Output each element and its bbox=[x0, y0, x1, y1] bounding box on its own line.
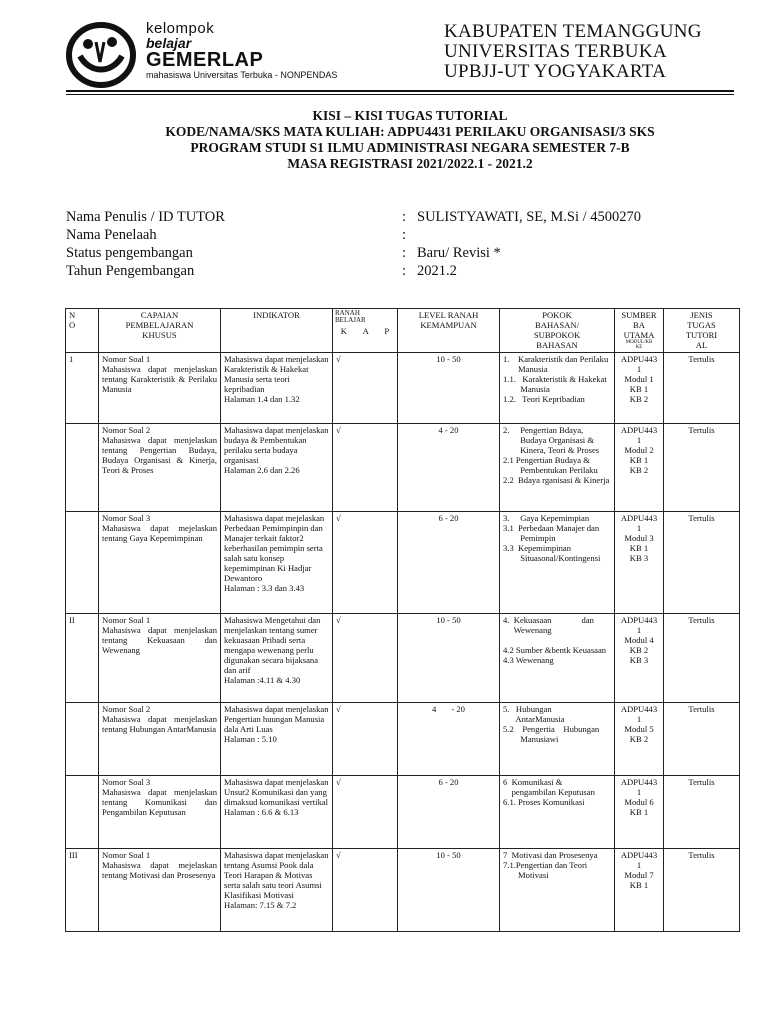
row-sumber: ADPU443 1 Modul 4 KB 2 KB 3 bbox=[615, 614, 664, 703]
row-sumber: ADPU443 1 Modul 5 KB 2 bbox=[615, 703, 664, 776]
ranah-k-check: √ bbox=[336, 615, 341, 625]
row-level: 4 - 20 bbox=[398, 703, 500, 776]
capaian-text: Mahasiswa dapat menjelaskan tentang Karakteristik & Perilaku Manusia bbox=[102, 364, 217, 394]
row-pokok: 6 Komunikasi & pengambilan Keputusan 6.1. Proses Komunikasi bbox=[500, 776, 615, 849]
row-sumber: ADPU443 1 Modul 3 KB 1 KB 3 bbox=[615, 512, 664, 614]
row-ranah bbox=[333, 614, 398, 703]
row-jenis: Tertulis bbox=[664, 614, 740, 703]
meta-row bbox=[66, 244, 641, 262]
row-jenis: Tertulis bbox=[664, 703, 740, 776]
title-line: PROGRAM STUDI S1 ILMU ADMINISTRASI NEGARA SEMESTER 7-B bbox=[190, 140, 630, 155]
row-no bbox=[66, 424, 99, 512]
row-level: 10 - 50 bbox=[398, 849, 500, 932]
header-ranah bbox=[333, 309, 398, 353]
row-jenis: Tertulis bbox=[664, 424, 740, 512]
meta-row bbox=[66, 208, 641, 226]
row-ranah bbox=[333, 776, 398, 849]
meta-row bbox=[66, 262, 641, 280]
row-no: II bbox=[66, 614, 99, 703]
header-sumber-small: MODUL/KB KE bbox=[625, 340, 653, 350]
row-indikator: Mahasiswa dapat menjelaskan Unsur2 Komunikasi dan yang dimaksud komunikasi vertikal Halaman : 6.6 & 6.13 bbox=[221, 776, 333, 849]
gemerlap-logo-icon bbox=[66, 22, 136, 88]
header-jenis: JENIS TUGAS TUTORI AL bbox=[664, 309, 740, 353]
row-indikator: Mahasiswa dapat mejelaskan Perbedaan Pemimpinpin dan Manajer terkait faktor2 keberhasilan pemimpin serta salah satu konsep kepemimpinan Ki Hadjar Dewantoro Halaman : 3.3 dan 3.43 bbox=[221, 512, 333, 614]
meta-block bbox=[66, 208, 641, 280]
title-line: KODE/NAMA/SKS MATA KULIAH: ADPU4431 PERILAKU ORGANISASI/3 SKS bbox=[165, 124, 655, 139]
capaian-text: Mahasiswa dapat menjelaskan tentang Pengertian Budaya, Budaya Organisasi & Kinerja, Teori & Proses bbox=[102, 435, 217, 475]
header-indikator: INDIKATOR bbox=[221, 309, 333, 353]
logo-text bbox=[146, 22, 346, 80]
row-sumber: ADPU443 1 Modul 1 KB 1 KB 2 bbox=[615, 353, 664, 424]
row-no bbox=[66, 512, 99, 614]
header-divider bbox=[66, 94, 734, 95]
row-pokok: 7 Motivasi dan Prosesenya 7.1.Pengertian dan Teori Motivasi bbox=[500, 849, 615, 932]
ranah-k-check: √ bbox=[336, 777, 341, 787]
header-a: A bbox=[362, 326, 369, 336]
capaian-title: Nomor Soal 1 bbox=[102, 850, 151, 860]
row-no: III bbox=[66, 849, 99, 932]
meta-colon: : bbox=[402, 227, 407, 243]
header-p: P bbox=[384, 326, 390, 336]
row-sumber: ADPU443 1 Modul 2 KB 1 KB 2 bbox=[615, 424, 664, 512]
row-jenis: Tertulis bbox=[664, 849, 740, 932]
capaian-text: Mahasiswa dapat menjelaskan tentang Komunikasi dan Pengambilan Keputusan bbox=[102, 787, 217, 817]
capaian-title: Nomor Soal 1 bbox=[102, 615, 151, 625]
header-no: N O bbox=[66, 309, 99, 353]
header-level: LEVEL RANAH KEMAMPUAN bbox=[398, 309, 500, 353]
header-sumber bbox=[615, 309, 664, 353]
ranah-k-check: √ bbox=[336, 513, 341, 523]
capaian-title: Nomor Soal 2 bbox=[102, 704, 151, 714]
meta-colon: : bbox=[402, 209, 407, 225]
row-level: 10 - 50 bbox=[398, 614, 500, 703]
capaian-text: Mahasiswa dapat mejelaskan tentang Motivasi dan Prosesenya bbox=[102, 860, 217, 880]
meta-label: Nama Penelaah bbox=[66, 227, 157, 243]
title-line: MASA REGISTRASI 2021/2022.1 - 2021.2 bbox=[287, 156, 533, 171]
row-indikator: Mahasiswa Mengetahui dan menjelaskan tentang sumer kekuasaan Pribadi serta mengapa wewenang perlu digunakan secara bijaksana dan arif Halaman :4.11 & 4.30 bbox=[221, 614, 333, 703]
meta-label: Nama Penulis / ID TUTOR bbox=[66, 209, 225, 225]
row-jenis: Tertulis bbox=[664, 353, 740, 424]
table-row bbox=[66, 512, 740, 614]
row-pokok: 3. Gaya Kepemimpian 3.1 Perbedaan Manajer dan Pemimpin 3.3 Kepemimpinan Situasonal/Kontingensi bbox=[500, 512, 615, 614]
table-row bbox=[66, 703, 740, 776]
meta-label: Tahun Pengembangan bbox=[66, 263, 195, 279]
row-capaian bbox=[99, 512, 221, 614]
meta-colon: : bbox=[402, 245, 407, 261]
row-capaian bbox=[99, 424, 221, 512]
row-indikator: Mahasiswa dapat menjelaskan budaya & Pembentukan perilaku serta budaya organisasi Halaman 2.6 dan 2.26 bbox=[221, 424, 333, 512]
institution-line: KABUPATEN TEMANGGUNG bbox=[444, 21, 702, 42]
header-k: K bbox=[340, 326, 348, 336]
ranah-k-check: √ bbox=[336, 354, 341, 364]
meta-row bbox=[66, 226, 641, 244]
meta-colon: : bbox=[402, 263, 407, 279]
document-titles bbox=[60, 108, 760, 172]
row-ranah bbox=[333, 512, 398, 614]
logo-line-1: kelompok bbox=[146, 20, 215, 37]
header-divider bbox=[66, 90, 734, 92]
capaian-text: Mahasiswa dapat menjelaskan tentang Hubungan AntarManusia bbox=[102, 714, 217, 734]
row-jenis: Tertulis bbox=[664, 776, 740, 849]
row-pokok: 5. Hubungan AntarManusia 5.2 Pengertia Hubungan Manusiawi bbox=[500, 703, 615, 776]
title-line: KISI – KISI TUGAS TUTORIAL bbox=[312, 108, 508, 123]
capaian-title: Nomor Soal 3 bbox=[102, 513, 151, 523]
row-ranah bbox=[333, 353, 398, 424]
header-capaian: CAPAIAN PEMBELAJARAN KHUSUS bbox=[99, 309, 221, 353]
meta-value: SULISTYAWATI, SE, M.Si / 4500270 bbox=[417, 209, 642, 225]
meta-label: Status pengembangan bbox=[66, 245, 193, 261]
header-ranah-label: RANAH BELAJAR bbox=[335, 309, 366, 324]
row-capaian bbox=[99, 353, 221, 424]
row-capaian bbox=[99, 703, 221, 776]
row-capaian bbox=[99, 614, 221, 703]
row-sumber: ADPU443 1 Modul 7 KB 1 bbox=[615, 849, 664, 932]
kisi-table bbox=[65, 308, 740, 932]
header-kap bbox=[333, 325, 397, 336]
meta-value: Baru/ Revisi * bbox=[417, 245, 501, 261]
capaian-text: Mahasiswa dapat mejelaskan tentang Gaya Kepemimpinan bbox=[102, 523, 217, 543]
row-ranah bbox=[333, 424, 398, 512]
table-body bbox=[66, 353, 740, 932]
row-level: 4 - 20 bbox=[398, 424, 500, 512]
row-pokok: 1. Karakteristik dan Perilaku Manusia 1.1. Karakteristik & Hakekat Manusia 1.2. Teori Kepribadian bbox=[500, 353, 615, 424]
table-header-row bbox=[66, 309, 740, 353]
row-level: 6 - 20 bbox=[398, 776, 500, 849]
ranah-k-check: √ bbox=[336, 850, 341, 860]
row-indikator: Mahasiswa dapat menjelaskan tentang Asumsi Pook dala Teori Harapan & Motivas serta salah satu teori Asumsi Klasifikasi Motivasi Halaman: 7.15 & 7.2 bbox=[221, 849, 333, 932]
row-no bbox=[66, 703, 99, 776]
row-ranah bbox=[333, 703, 398, 776]
row-indikator: Mahasiswa dapat menjelaskan Karakteristik & Hakekat Manusia serta teori kepribadian Halaman 1.4 dan 1.32 bbox=[221, 353, 333, 424]
institution-line: UPBJJ-UT YOGYAKARTA bbox=[444, 61, 667, 82]
header-sumber-label: SUMBER BA UTAMA bbox=[621, 310, 657, 340]
table-row bbox=[66, 353, 740, 424]
row-level: 6 - 20 bbox=[398, 512, 500, 614]
table-row bbox=[66, 849, 740, 932]
logo-line-4: mahasiswa Universitas Terbuka - NONPENDAS bbox=[146, 70, 338, 80]
row-no bbox=[66, 776, 99, 849]
row-ranah bbox=[333, 849, 398, 932]
institution-block bbox=[444, 22, 702, 82]
row-indikator: Mahasiswa dapat menjelaskan Pengertian huungan Manusia dala Arti Luas Halaman : 5.10 bbox=[221, 703, 333, 776]
ranah-k-check: √ bbox=[336, 704, 341, 714]
ranah-k-check: √ bbox=[336, 425, 341, 435]
logo-line-2: belajar bbox=[146, 35, 192, 51]
row-pokok: 4. Kekuasaan dan Wewenang 4.2 Sumber &bentk Keuasaan 4.3 Wewenang bbox=[500, 614, 615, 703]
row-pokok: 2. Pengertian Bdaya, Budaya Organisasi & Kinera, Teori & Proses 2.1 Pengertian Budaya & Pembentukan Perilaku 2.2 Bdaya rganisasi & Kinerja bbox=[500, 424, 615, 512]
capaian-title: Nomor Soal 3 bbox=[102, 777, 151, 787]
row-no: 1 bbox=[66, 353, 99, 424]
row-sumber: ADPU443 1 Modul 6 KB 1 bbox=[615, 776, 664, 849]
header-pokok: POKOK BAHASAN/ SUBPOKOK BAHASAN bbox=[500, 309, 615, 353]
row-level: 10 - 50 bbox=[398, 353, 500, 424]
table-row bbox=[66, 614, 740, 703]
logo-line-3: GEMERLAP bbox=[146, 49, 264, 71]
row-capaian bbox=[99, 776, 221, 849]
institution-line: UNIVERSITAS TERBUKA bbox=[444, 41, 667, 62]
row-capaian bbox=[99, 849, 221, 932]
meta-value: 2021.2 bbox=[417, 263, 457, 279]
table-row bbox=[66, 424, 740, 512]
capaian-title: Nomor Soal 2 bbox=[102, 425, 151, 435]
capaian-title: Nomor Soal 1 bbox=[102, 354, 151, 364]
row-jenis: Tertulis bbox=[664, 512, 740, 614]
table-row bbox=[66, 776, 740, 849]
capaian-text: Mahasiswa dapat menjelaskan tentang Kekuasaan dan Wewenang bbox=[102, 625, 217, 655]
